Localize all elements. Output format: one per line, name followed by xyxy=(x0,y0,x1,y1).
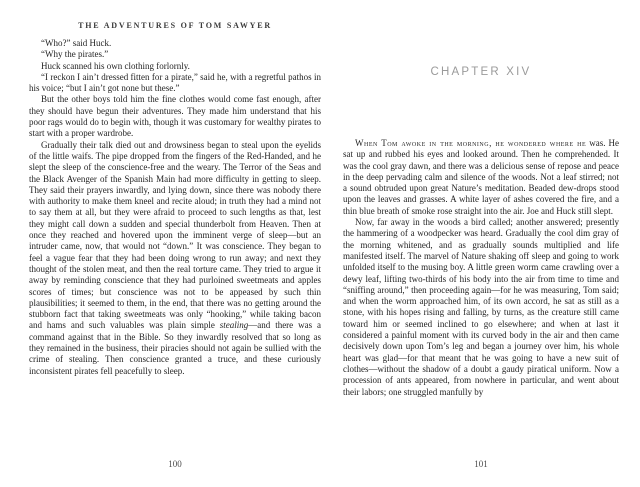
paragraph: “Who?” said Huck. xyxy=(41,38,112,48)
page-number-left: 100 xyxy=(168,459,182,469)
paragraph-text: —and there was a command against that in the Bible. So they inwardly resolved that so long as they remained in the business, their piracies should not again be sullied with the crime of stealing. Then conscience granted a truce, and these curiously inconsistent pirates fell peacefully to sleep. xyxy=(29,320,321,376)
left-page xyxy=(29,0,321,487)
right-page-body xyxy=(343,138,619,398)
small-caps-lead-in: When Tom awoke in the morning, he wondered where he xyxy=(355,138,587,148)
page-number-right: 101 xyxy=(474,459,488,469)
right-page xyxy=(343,0,619,487)
chapter-heading: CHAPTER XIV xyxy=(430,66,532,78)
running-header: THE ADVENTURES OF TOM SAWYER xyxy=(78,21,272,30)
paragraph-text: Gradually their talk died out and drowsiness began to steal upon the eyelids of the little waifs. The pipe dropped from the fingers of the Red-Handed, and he slept the sleep of the conscience-free and the weary. The Terror of the Seas and the Black Avenger of the Spanish Main had more difficulty in getting to sleep. They said their prayers inwardly, and lying down, since there was nobody there with authority to make them kneel and recite aloud; in truth they had a mind not to say them at all, but they were afraid to proceed to such lengths as that, lest they might call down a sudden and special thunderbolt from Heaven. Then at once they reached and hovered upon the imminent verge of sleep—but an intruder came, now, that would not “down.” It was conscience. They began to feel a vague fear that they had been doing wrong to run away; and next they thought of the stolen meat, and then the real torture came. They tried to argue it away by reminding conscience that they had purloined sweetmeats and apples scores of times; but conscience was not to be appeased by such thin plausibilities; it seemed to them, in the end, that there was no getting around the stubborn fact that taking sweetmeats was only “hooking,” while taking bacon and hams and such valuables was plain simple xyxy=(29,139,321,331)
paragraph: “I reckon I ain’t dressed fitten for a pirate,” said he, with a regretful pathos in his voice; “but I ain’t got none but these.” xyxy=(29,71,321,94)
paragraph: But the other boys told him the fine clothes would come fast enough, after they should have begun their adventures. They made him understand that his poor rags would do to begin with, though it was customary for wealthy pirates to start with a proper wardrobe. xyxy=(29,94,321,139)
italic-word: stealing xyxy=(219,320,249,331)
paragraph: Now, far away in the woods a bird called; another answered; presently the hammering of a woodpecker was heard. Gradually the cool dim gray of the morning whitened, and as gradually sounds multiplied and life manifested itself. The marvel of Nature shaking off sleep and going to work unfolded itself to the musing boy. A little green worm came crawling over a dewy leaf, lifting two-thirds of his body into the air from time to time and “sniffing around,” then proceeding again—for he was measuring, Tom said; and when the worm approached him, of its own accord, he sat as still as a stone, with his hopes rising and falling, by turns, as the creature still came toward him or seemed inclined to go elsewhere; and when at last it considered a painful moment with its curved body in the air and then came decisively down upon Tom’s leg and began a journey over him, his whole heart was glad—for that meant that he was going to have a new suit of clothes—without the shadow of a doubt a gaudy piratical uniform. Now a procession of ants appeared, from nowhere in particular, and went about their labors; one struggled manfully by xyxy=(343,217,619,397)
paragraph: Huck scanned his own clothing forlornly. xyxy=(41,60,190,71)
paragraph-text: was. He sat up and rubbed his eyes and looked around. Then he comprehended. It was the cool gray dawn, and there was a delicious sense of repose and peace in the deep pervading calm and silence of the woods. Not a leaf stirred; not a sound obtruded upon great Nature’s meditation. Beaded dew-drops stood upon the leaves and grasses. A white layer of ashes covered the fire, and a thin blue breath of smoke rose straight into the air. Joe and Huck still slept. xyxy=(343,138,619,216)
paragraph xyxy=(343,138,619,217)
left-page-body xyxy=(29,38,321,377)
paragraph: “Why the pirates.” xyxy=(41,49,109,60)
paragraph xyxy=(29,140,321,377)
